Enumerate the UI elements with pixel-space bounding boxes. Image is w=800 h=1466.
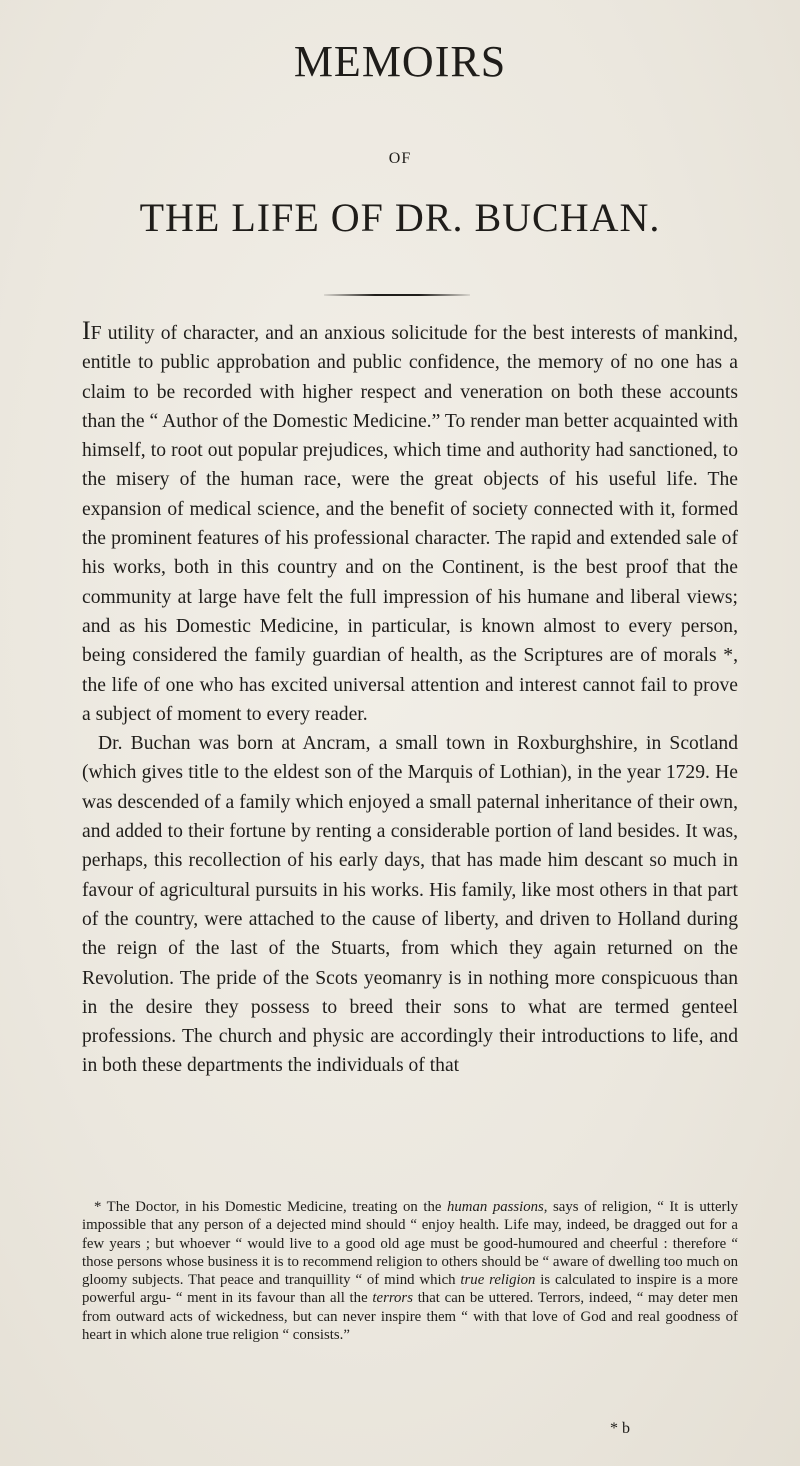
footnote bbox=[82, 1198, 738, 1344]
title-of: OF bbox=[388, 150, 412, 167]
title-memoirs: MEMOIRS bbox=[293, 37, 507, 86]
paragraph-1-text: F utility of character, and an anxious solicitude for the best interests of mankind, entitle to public approbation and public confidence, the memory of no one has a claim to be recorded with higher respect and veneration on both these accounts than the “ Author of the Domestic Medicine.” To render man better acquainted with himself, to root out popular prejudices, which time and authority had sanctioned, to the misery of the human race, were the great objects of his useful life. The expansion of medical science, and the benefit of society connected with it, formed the prominent features of his professional character. The rapid and extended sale of his works, both in this country and on the Continent, is the best proof that the community at large have felt the full impression of his humane and liberal views; and as his Domestic Medicine, in particular, is known almost to every person, being considered the family guardian of health, as the Scriptures are of morals *, the life of one who has excited universal attention and interest cannot fail to prove a subject of moment to every reader. bbox=[82, 323, 738, 725]
paragraph-2: Dr. Buchan was born at Ancram, a small town in Roxburghshire, in Scotland (which gives title to the eldest son of the Marquis of Lothian), in the year 1729. He was descended of a family which enjoyed a small paternal inheritance of their own, and added to their fortune by renting a considerable portion of land besides. It was, perhaps, this recollection of his early days, that has made him descant so much in favour of agricultural pursuits in his works. His family, like most others in that part of the country, were attached to the cause of liberty, and driven to Holland during the reign of the last of the Stuarts, from which they again returned on the Revolution. The pride of the Scots yeomanry is in nothing more conspicuous than in the desire they possess to breed their sons to what are termed genteel professions. The church and physic are accordingly their introductions to life, and in both these departments the individuals of that bbox=[82, 733, 738, 1077]
ornamental-rule bbox=[324, 294, 470, 296]
paragraph-1 bbox=[82, 316, 738, 729]
initial-letter: I bbox=[82, 316, 91, 345]
signature-mark: * b bbox=[610, 1420, 630, 1437]
title-life-of-dr-buchan: THE LIFE OF DR. BUCHAN. bbox=[139, 195, 661, 240]
footnote-text: * The Doctor, in his Domestic Medicine, treating on the human passions, says of religion, “ It is utterly impossible that any person of a dejected mind should “ enjoy health. Life may, indeed, be dragged out for a few years ; but whoever “ would live to a good old age must be good-humoured and cheerful : therefore “ those persons whose business it is to recommend religion to others should be “ aware of dwelling too much on gloomy subjects. That peace and tranquillity “ of mind which true religion is calculated to inspire is a more powerful argu- “ ment in its favour than all the terrors that can be uttered. Terrors, indeed, “ may deter men from outward acts of wickedness, but can never inspire them “ with that love of God and real goodness of heart in which alone true religion “ consists.” bbox=[82, 1199, 739, 1344]
main-text bbox=[82, 316, 738, 1081]
